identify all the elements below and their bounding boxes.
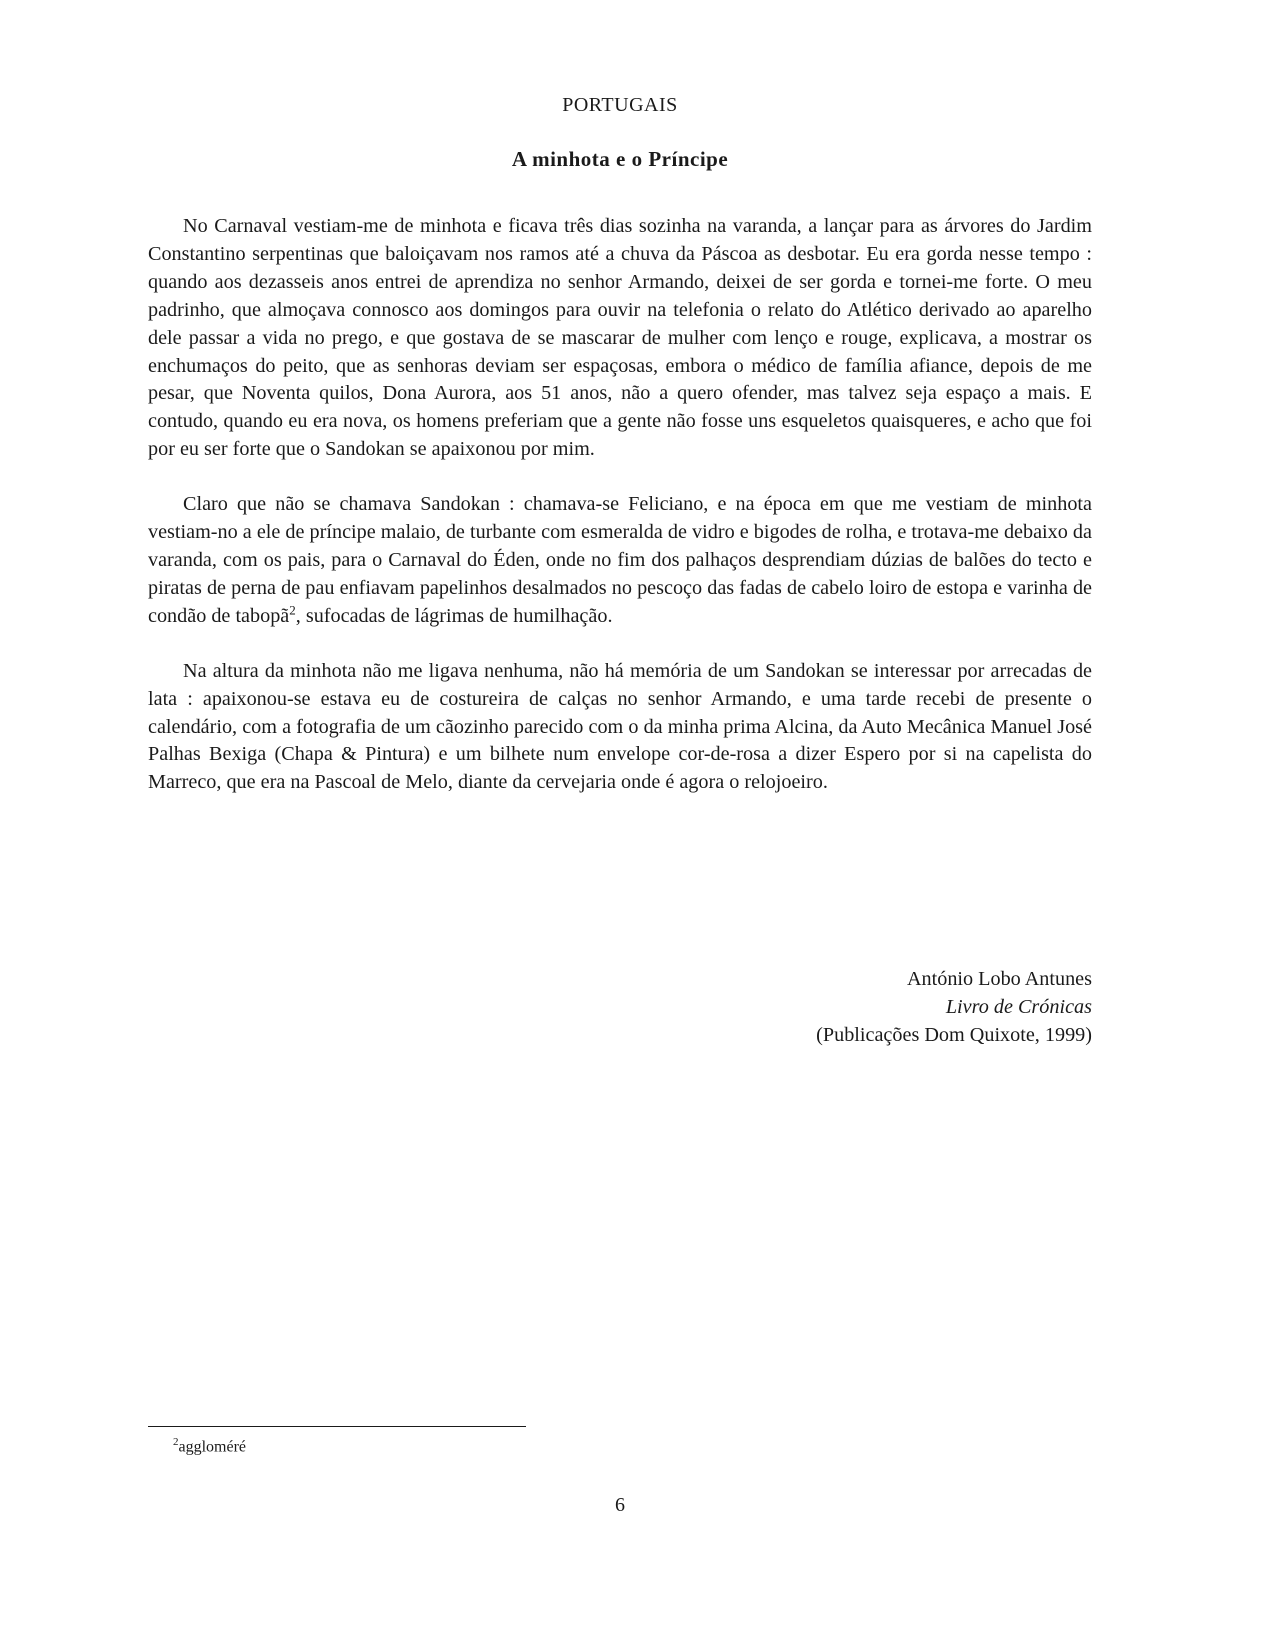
paragraph-3: Na altura da minhota não me ligava nenhuma, não há memória de um Sandokan se interessar por arrecadas de lata : apaixonou-se estava eu de costureira de calças no senhor Armando, e uma tarde recebi de presente o calendário, com a fotografia de um cãozinho parecido com o da minha prima Alcina, da Auto Mecânica Manuel José Palhas Bexiga (Chapa & Pintura) e um bilhete num envelope cor-de-rosa a dizer Espero por si na capelista do Marreco, que era na Pascoal de Melo, diante da cervejaria onde é agora o relojoeiro. (148, 659, 1092, 794)
footnote-text: aggloméré (178, 1438, 247, 1456)
author-name: António Lobo Antunes (906, 968, 1092, 990)
footnote-divider (148, 1426, 526, 1427)
paragraph-2 (148, 491, 1092, 631)
page-title: A minhota e o Príncipe (511, 147, 729, 171)
footnote (173, 1431, 246, 1458)
footnote-number: 2 (173, 1436, 179, 1448)
body-text (148, 213, 1092, 824)
section-heading: PORTUGAIS (562, 94, 678, 116)
signature-block (816, 966, 1092, 1050)
book-title: Livro de Crónicas (945, 995, 1092, 1018)
publisher-info: (Publicações Dom Quixote, 1999) (816, 1023, 1092, 1046)
paragraph-2-text: Claro que não se chamava Sandokan : chamava-se Feliciano, e na época em que me vestiam de minhota vestiam-no a ele de príncipe malaio, de turbante com esmeralda de vidro e bigodes de rolha, e trotava-me debaixo da varanda, com os pais, para o Carnaval do Éden, onde no fim dos palhaços desprendiam dúzias de balões do tecto e piratas de perna de pau enfiavam papelinhos desalmados no pescoço das fadas de cabelo loiro de estopa e varinha de condão de tabopã (148, 493, 1092, 627)
footnote-marker: 2 (289, 602, 296, 618)
paragraph-2-text-end: , sufocadas de lágrimas de humilhação. (295, 604, 613, 627)
page-number: 6 (615, 1494, 625, 1516)
paragraph-1: No Carnaval vestiam-me de minhota e ficava três dias sozinha na varanda, a lançar para as árvores do Jardim Constantino serpentinas que baloiçavam nos ramos até a chuva da Páscoa as desbotar. Eu era gorda nesse tempo : quando aos dezasseis anos entrei de aprendiza no senhor Armando, deixei de ser gorda e tornei-me forte. O meu padrinho, que almoçava connosco aos domingos para ouvir na telefonia o relato do Atlético derivado ao aparelho dele passar a vida no prego, e que gostava de se mascarar de mulher com lenço e rouge, explicava, a mostrar os enchumaços do peito, que as senhoras deviam ser espaçosas, embora o médico de família afiance, depois de me pesar, que Noventa quilos, Dona Aurora, aos 51 anos, não a quero ofender, mas talvez seja espaço a mais. E contudo, quando eu era nova, os homens preferiam que a gente não fosse uns esqueletos quaisqueres, e acho que foi por eu ser forte que o Sandokan se apaixonou por mim. (148, 215, 1092, 461)
